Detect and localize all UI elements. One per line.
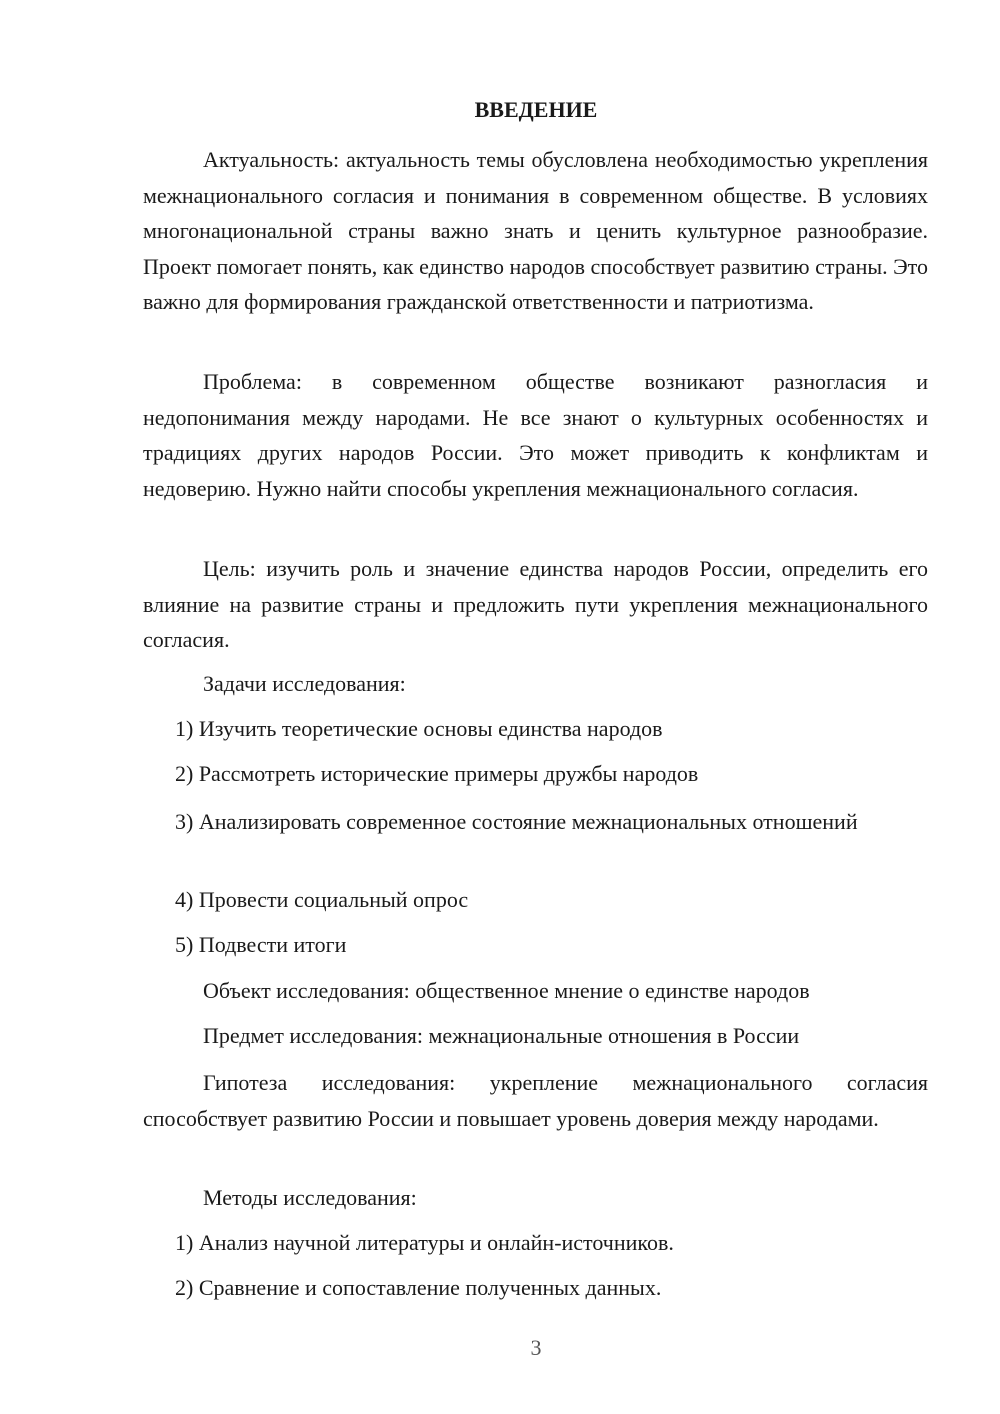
method-item: 2) Сравнение и сопоставление полученных данных.	[175, 1275, 662, 1300]
tasks-heading: Задачи исследования:	[203, 671, 406, 696]
subject-line: Предмет исследования: межнациональные отношения в России	[203, 1023, 800, 1048]
section-title: ВВЕДЕНИЕ	[474, 97, 598, 122]
task-item: 1) Изучить теоретические основы единства народов	[175, 716, 663, 741]
task-item: 5) Подвести итоги	[175, 932, 347, 957]
hypothesis-paragraph: Гипотеза исследования: укрепление межнационального согласия способствует развитию России и повышает уровень доверия между народами.	[143, 1070, 928, 1131]
task-item: 3) Анализировать современное состояние межнациональных отношений	[175, 809, 858, 834]
method-item: 1) Анализ научной литературы и онлайн-источников.	[175, 1230, 674, 1255]
relevance-paragraph: Актуальность: актуальность темы обусловлена необходимостью укрепления межнационального согласия и понимания в современном обществе. В условиях многонациональной страны важно знать и ценить культурное разнообразие. Проект помогает понять, как единство народов способствует развитию страны. Это важно для формирования гражданской ответственности и патриотизма.	[143, 147, 928, 314]
goal-paragraph: Цель: изучить роль и значение единства народов России, определить его влияние на развитие страны и предложить пути укрепления межнационального согласия.	[143, 556, 928, 652]
page-number: 3	[530, 1335, 542, 1360]
object-line: Объект исследования: общественное мнение о единстве народов	[203, 978, 810, 1003]
task-item: 4) Провести социальный опрос	[175, 887, 469, 912]
methods-heading: Методы исследования:	[203, 1185, 417, 1210]
task-item: 2) Рассмотреть исторические примеры дружбы народов	[175, 761, 699, 786]
problem-paragraph: Проблема: в современном обществе возникают разногласия и недопонимания между народами. Не все знают о культурных особенностях и традициях других народов России. Это может приводить к конфликтам и недоверию. Нужно найти способы укрепления межнационального согласия.	[143, 369, 928, 501]
